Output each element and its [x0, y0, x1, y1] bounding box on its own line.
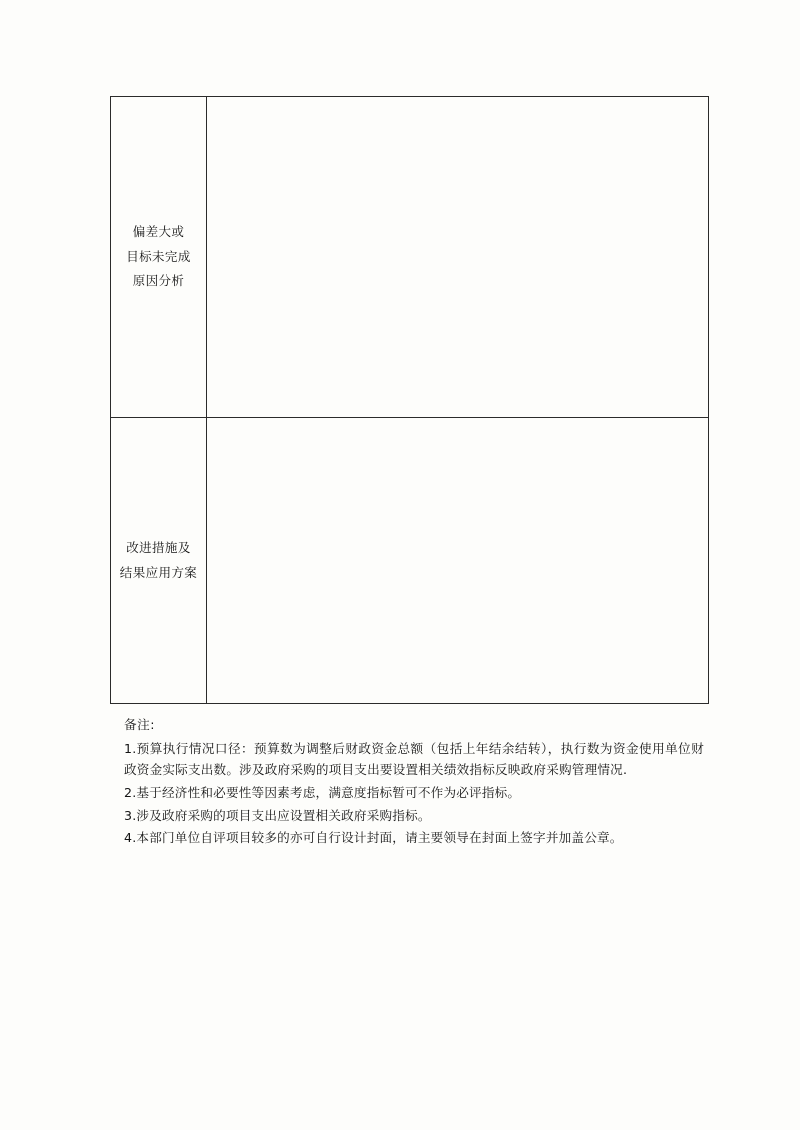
note-item-2: 2.基于经济性和必要性等因素考虑，满意度指标暂可不作为必评指标。	[124, 784, 521, 800]
table-row	[111, 97, 709, 418]
row-label-line: 结果应用方案	[119, 564, 198, 580]
row-label-line: 原因分析	[132, 273, 185, 289]
row-content-improvement-measures[interactable]	[207, 418, 709, 704]
note-item-3: 3.涉及政府采购的项目支出应设置相关政府采购指标。	[124, 807, 431, 823]
row-label-deviation-analysis	[111, 97, 207, 418]
row-label-line: 目标未完成	[126, 248, 191, 264]
notes-section	[124, 714, 704, 850]
performance-form-table	[110, 96, 709, 704]
note-item-1: 1.预算执行情况口径：预算数为调整后财政资金总额（包括上年结余结转），执行数为资金使用单位财政资金实际支出数。涉及政府采购的项目支出要设置相关绩效指标反映政府采购管理情况.	[124, 740, 704, 778]
row-content-deviation-analysis[interactable]	[207, 97, 709, 418]
row-label-improvement-measures	[111, 418, 207, 704]
row-label-line: 偏差大或	[132, 224, 185, 240]
notes-title: 备注:	[124, 717, 155, 732]
row-label-line: 改进措施及	[126, 540, 191, 556]
note-item-4: 4.本部门单位自评项目较多的亦可自行设计封面，请主要领导在封面上签字并加盖公章。	[124, 830, 623, 846]
table-row	[111, 418, 709, 704]
